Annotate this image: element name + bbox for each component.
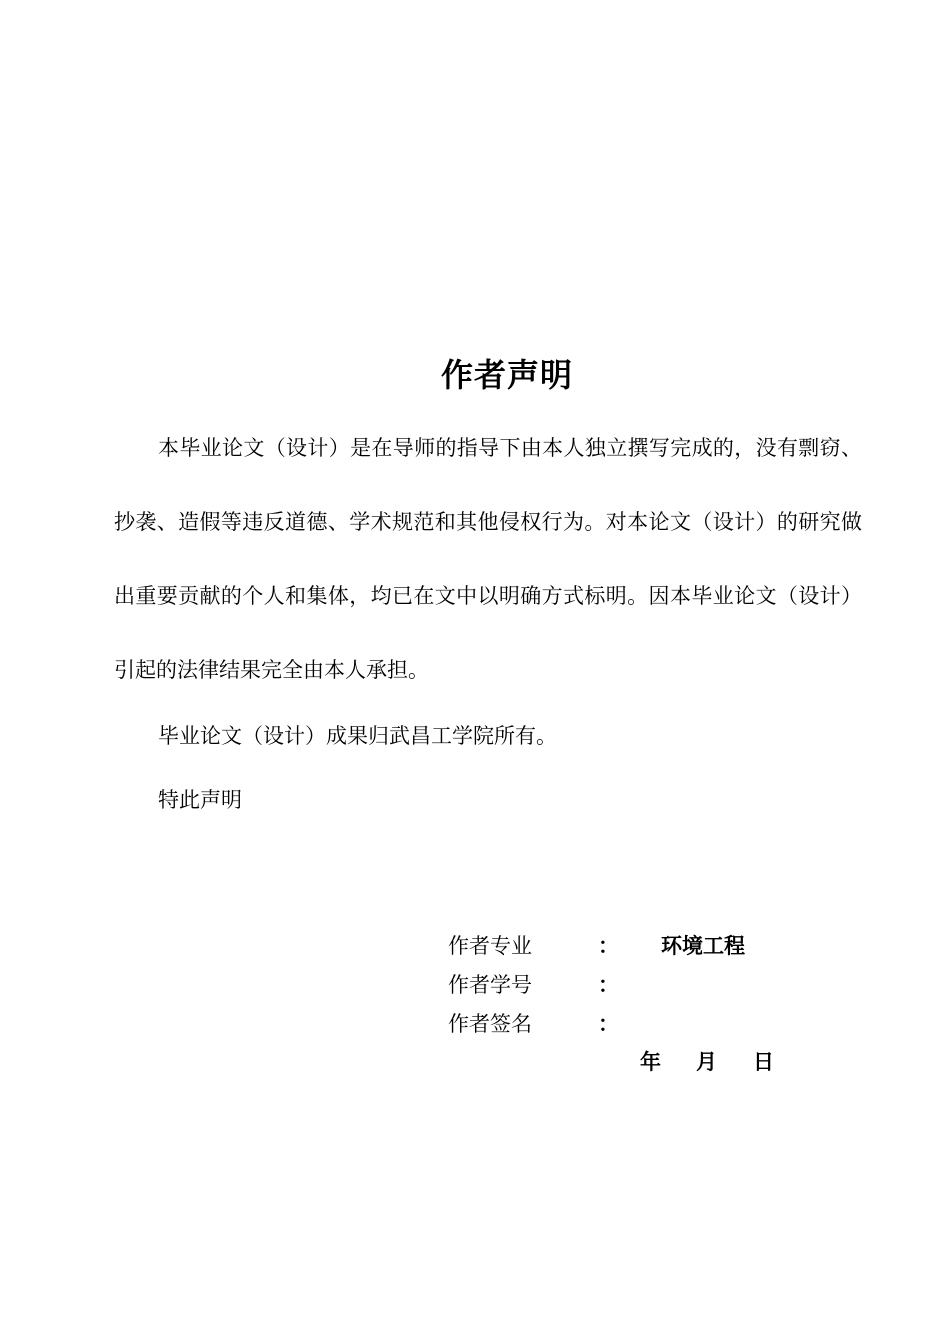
page-title: 作者声明	[440, 356, 573, 394]
colon: ：	[598, 933, 619, 958]
ownership-paragraph: 毕业论文（设计）成果归武昌工学院所有。	[158, 724, 557, 748]
declaration-paragraph: 本毕业论文（设计）是在导师的指导下由本人独立撰写完成的，没有剽窃、抄袭、造假等违反道德、学术规范和其他侵权行为。对本论文（设计）的研究做出重要贡献的个人和集体，均已在文中以明确方式标明。因本毕业论文（设计）引起的法律结果完全由本人承担。	[114, 436, 862, 682]
date-month: 月	[696, 1050, 717, 1074]
author-major-label: 作者专业	[448, 934, 532, 958]
colon: ：	[598, 1011, 619, 1036]
closing-statement: 特此声明	[158, 788, 242, 812]
author-signature-label: 作者签名	[448, 1012, 532, 1036]
author-major-value: 环境工程	[661, 934, 745, 958]
author-id-label: 作者学号	[448, 973, 532, 997]
colon: ：	[598, 972, 619, 997]
date-day: 日	[753, 1050, 774, 1074]
date-year: 年	[640, 1050, 661, 1074]
